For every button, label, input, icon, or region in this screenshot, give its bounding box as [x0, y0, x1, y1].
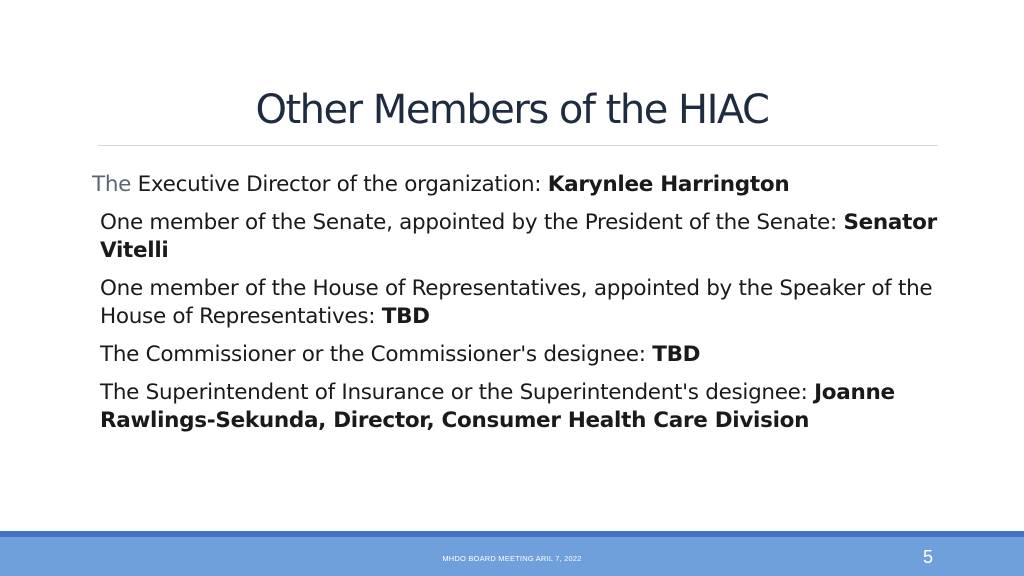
member-item-senate [92, 209, 952, 265]
member-item-executive-director [92, 171, 952, 199]
title-divider [98, 145, 938, 146]
footer-text: MHDO BOARD MEETING ARIL 7, 2022 [442, 554, 582, 563]
item-text: The Commissioner or the Commissioner's designee: [100, 342, 653, 367]
item-emphasis: Joanne Rawlings-Sekunda, Director, Consumer Health Care Division [100, 380, 895, 433]
item-lead-word: The [92, 172, 132, 197]
member-item-house [92, 275, 952, 331]
page-number: 5 [922, 547, 933, 567]
item-text: One member of the Senate, appointed by the President of the Senate: [100, 210, 844, 235]
item-text: One member of the House of Representatives, appointed by the Speaker of the House of Representatives: [100, 276, 933, 329]
member-item-superintendent [92, 379, 952, 435]
item-text: Executive Director of the organization: [131, 172, 548, 197]
item-emphasis: Senator Vitelli [100, 210, 937, 263]
slide-body [92, 171, 952, 445]
item-emphasis: TBD [381, 304, 430, 329]
slide-title: Other Members of the HIAC [255, 87, 769, 133]
item-emphasis: Karynlee Harrington [547, 172, 790, 197]
item-text: The Superintendent of Insurance or the Superintendent's designee: [100, 380, 815, 405]
item-emphasis: TBD [652, 342, 701, 367]
member-item-commissioner [92, 341, 952, 369]
